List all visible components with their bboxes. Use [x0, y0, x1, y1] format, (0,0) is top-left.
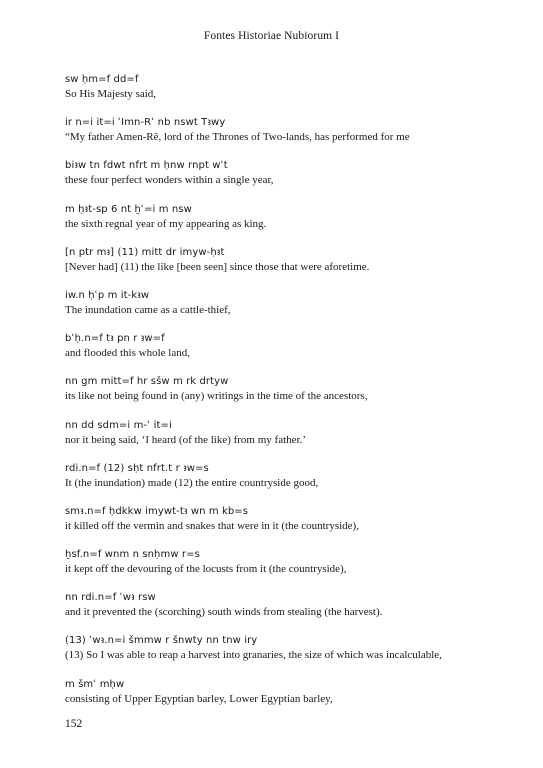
transliteration-line: biꜣw tn fdwt nfrt m ḥnw rnpt wʿt: [65, 160, 228, 172]
translation-line: the sixth regnal year of my appearing as king.: [65, 217, 267, 230]
transliteration-line: smꜣ.n=f ḥdkkw imywt-tꜣ wn m kb=s: [65, 505, 249, 517]
translation-line: It (the inundation) made (12) the entire countryside good,: [65, 476, 319, 489]
text-body: [65, 73, 505, 721]
entry: [65, 332, 505, 360]
transliteration-line: (13) ʿwꜣ.n=i šmmw r šnwty nn tnw iry: [65, 635, 258, 647]
transliteration-line: iw.n ḥʿp m it-kꜣw: [65, 289, 150, 301]
translation-line: consisting of Upper Egyptian barley, Lower Egyptian barley,: [65, 692, 333, 705]
translation-line: its like not being found in (any) writings in the time of the ancestors,: [65, 390, 368, 403]
translation-line: (13) So I was able to reap a harvest into granaries, the size of which was incalculable,: [65, 649, 442, 662]
entry: [65, 591, 505, 619]
entry: [65, 678, 505, 706]
translation-line: and it prevented the (scorching) south winds from stealing (the harvest).: [65, 606, 383, 619]
translation-line: it killed off the vermin and snakes that were in it (the countryside),: [65, 519, 359, 532]
entry: [65, 419, 505, 447]
translation-line: it kept off the devouring of the locusts from it (the countryside),: [65, 563, 347, 576]
entry: [65, 246, 505, 274]
transliteration-line: nn rdi.n=f ʿwꜣ rsw: [65, 592, 156, 604]
transliteration-line: rdi.n=f (12) sḥt nfrt.t r ꜣw=s: [65, 462, 209, 474]
transliteration-line: [n ptr mꜣ] (11) mitt dr imyw-ḥꜣt: [65, 246, 225, 258]
transliteration-line: bʿḥ.n=f tꜣ pn r ꜣw=f: [65, 333, 165, 345]
page-number: 152: [65, 718, 83, 730]
entry: [65, 159, 505, 187]
translation-line: [Never had] (11) the like [been seen] since those that were aforetime.: [65, 260, 370, 273]
transliteration-line: ḫsf.n=f wnm n snḥmw r=s: [65, 549, 200, 561]
translation-line: nor it being said, ‘I heard (of the like) from my father.’: [65, 433, 307, 446]
entry: [65, 462, 505, 490]
entry: [65, 505, 505, 533]
transliteration-line: ir n=i it=i ʾImn-Rʿ nb nswt Tꜣwy: [65, 117, 226, 129]
translation-line: “My father Amen-Rê, lord of the Thrones of Two-lands, has performed for me: [65, 131, 410, 144]
entry: [65, 375, 505, 403]
transliteration-line: m šmʿ mḥw: [65, 678, 125, 690]
translation-line: and flooded this whole land,: [65, 347, 190, 360]
translation-line: The inundation came as a cattle-thief,: [65, 303, 231, 316]
transliteration-line: nn gm mitt=f hr sšw m rk drtyw: [65, 376, 229, 388]
entry: [65, 548, 505, 576]
transliteration-line: nn dd sdm=i m-ʿ it=i: [65, 419, 172, 431]
entry: [65, 73, 505, 101]
transliteration-line: m ḥꜣt-sp 6 nt ḫʿ=i m nsw: [65, 203, 192, 215]
page-header: Fontes Historiae Nubiorum I: [203, 30, 340, 42]
translation-line: these four perfect wonders within a single year,: [65, 174, 274, 187]
entry: [65, 289, 505, 317]
entry: [65, 634, 505, 662]
transliteration-line: sw ḥm=f dd=f: [65, 74, 139, 85]
entry: [65, 203, 505, 231]
entry: [65, 116, 505, 144]
translation-line: So His Majesty said,: [65, 88, 157, 100]
